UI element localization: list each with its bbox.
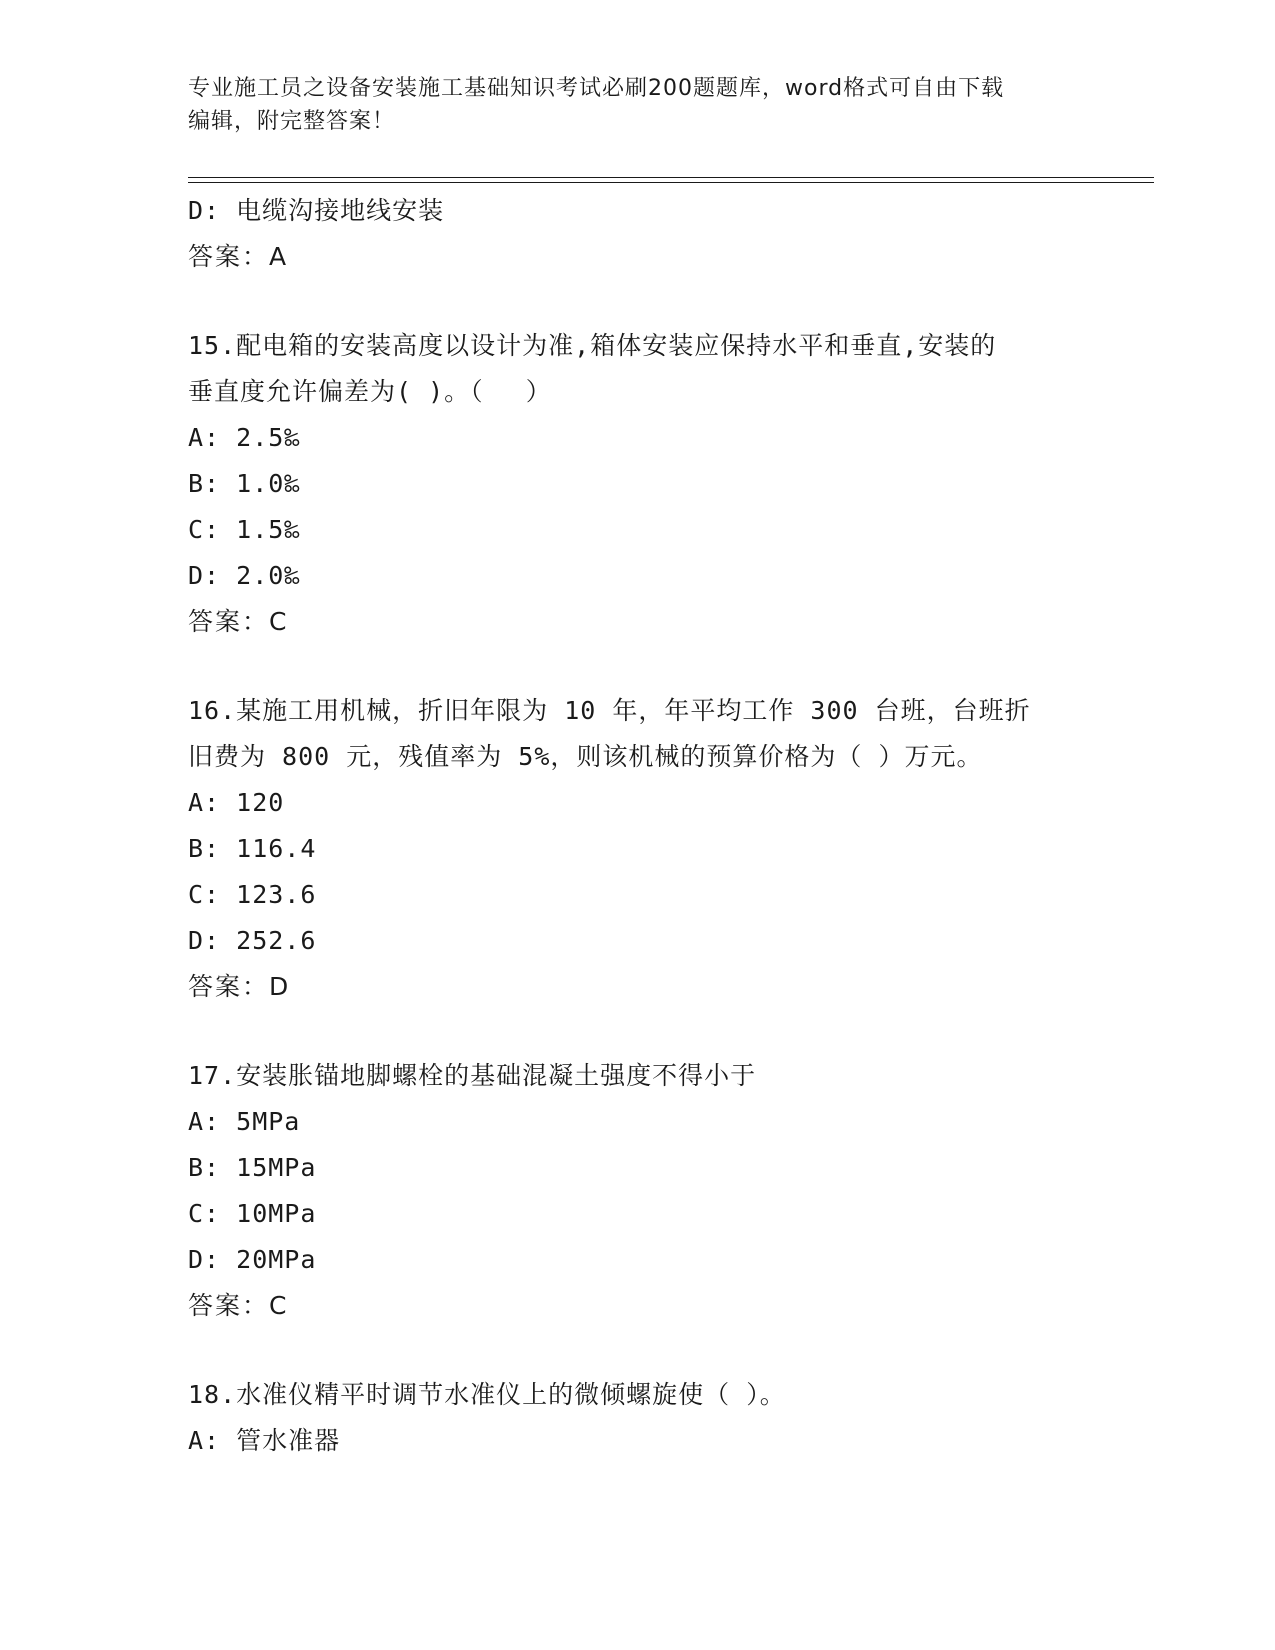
option-d: D: 20MPa — [188, 1245, 317, 1274]
question-stem-line-1: 17.安装胀锚地脚螺栓的基础混凝土强度不得小于 — [188, 1061, 757, 1090]
question-17 — [188, 1053, 1088, 1329]
answer-line: 答案：C — [188, 1291, 289, 1320]
answer-line: 答案：C — [188, 607, 289, 636]
option-d: D: 电缆沟接地线安装 — [188, 196, 445, 225]
header-divider-bottom — [188, 182, 1154, 183]
question-stem-line-1: 16.某施工用机械，折旧年限为 10 年，年平均工作 300 台班，台班折 — [188, 696, 1031, 725]
option-a: A: 2.5‰ — [188, 423, 301, 452]
header-title-line-2: 编辑，附完整答案！ — [188, 109, 396, 134]
question-18 — [188, 1372, 1088, 1464]
option-d: D: 2.0‰ — [188, 561, 301, 590]
document-header — [188, 72, 1088, 138]
answer-line: 答案：D — [188, 972, 291, 1001]
option-c: C: 10MPa — [188, 1199, 317, 1228]
answer-line: 答案：A — [188, 242, 289, 271]
header-divider-top — [188, 177, 1154, 178]
option-c: C: 123.6 — [188, 880, 317, 909]
option-b: B: 1.0‰ — [188, 469, 301, 498]
option-a: A: 120 — [188, 788, 285, 817]
question-stem-line-2: 旧费为 800 元，残值率为 5%，则该机械的预算价格为（ ）万元。 — [188, 742, 983, 771]
question-14-tail — [188, 188, 1088, 280]
question-15 — [188, 323, 1088, 645]
question-list — [188, 188, 1088, 1464]
option-a: A: 管水准器 — [188, 1426, 341, 1455]
option-b: B: 15MPa — [188, 1153, 317, 1182]
option-a: A: 5MPa — [188, 1107, 301, 1136]
question-stem-line-1: 18.水准仪精平时调节水准仪上的微倾螺旋使（ ）。 — [188, 1380, 786, 1409]
question-stem-line-1: 15.配电箱的安装高度以设计为准,箱体安装应保持水平和垂直,安装的 — [188, 331, 997, 360]
question-16 — [188, 688, 1088, 1010]
question-stem-line-2: 垂直度允许偏差为( )。（ ） — [188, 377, 552, 406]
header-title-line-1: 专业施工员之设备安装施工基础知识考试必刷200题题库，word格式可自由下载 — [188, 76, 1005, 101]
option-c: C: 1.5‰ — [188, 515, 301, 544]
option-b: B: 116.4 — [188, 834, 317, 863]
option-d: D: 252.6 — [188, 926, 317, 955]
